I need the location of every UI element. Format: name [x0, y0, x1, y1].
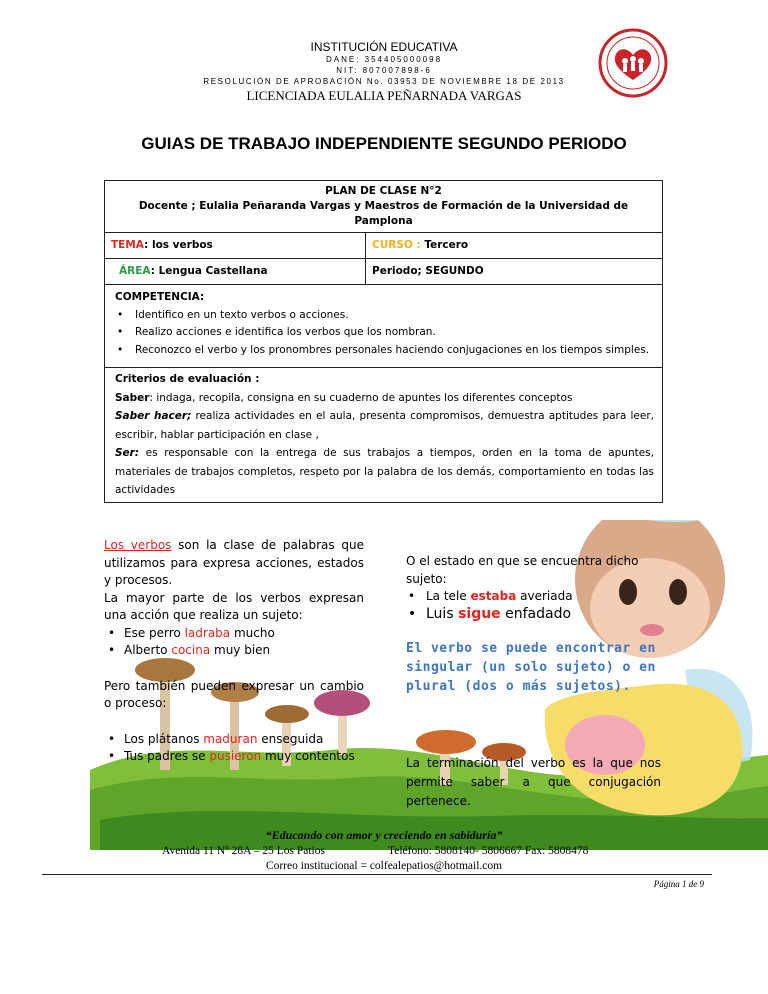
list-item [104, 731, 364, 749]
saber-hacer-line [115, 407, 654, 444]
verbos-intro [104, 537, 364, 590]
tema-value: : los verbos [144, 239, 213, 251]
curso-value: Tercero [420, 239, 469, 251]
footer-divider [42, 874, 712, 875]
ser-text: es responsable con la entrega de sus trabajos a tiempos, orden en la toma de apuntes, materiales de trabajos completos, respeto por la palabra de los demás, comportamiento en todas las actividades [115, 447, 654, 496]
example-text: muy contentos [261, 749, 355, 763]
footer-address: Avenida 11 Nº 28A – 25 Los Patios [162, 845, 325, 857]
example-text: Luis [426, 605, 459, 622]
tema-cell [105, 233, 366, 258]
area-label: ÁREA [119, 265, 151, 277]
tema-label: TEMA [111, 239, 145, 251]
example-verb: sigue [458, 605, 501, 622]
list-item [104, 625, 364, 643]
mayor-text: La mayor parte de los verbos expresan una acción que realiza un sujeto: [104, 590, 364, 622]
example-text: Ese perro [124, 625, 185, 640]
left-column [104, 537, 364, 766]
institution-name: INSTITUCIÓN EDUCATIVA [310, 40, 458, 54]
list-item [104, 748, 364, 766]
footer-email: Correo institucional = colfealepatios@hotmail.com [265, 860, 503, 872]
saber-line [115, 389, 654, 408]
footer-motto: “Educando con amor y creciendo en sabiduría” [265, 828, 503, 842]
saber-hacer-label: Saber hacer; [115, 410, 192, 422]
ser-line [115, 444, 654, 500]
ser-label: Ser: [115, 447, 140, 459]
cambio-text: Pero también pueden expresar un cambio o proceso: [104, 678, 364, 710]
saber-hacer-text: realiza actividades en el aula, presenta compromisos, demuestra aptitudes para leer, escribir, hablar participación en clase , [115, 410, 654, 441]
competencia-list [115, 307, 654, 360]
example-text: averiada [516, 589, 573, 603]
plan-docente: Docente ; Eulalia Peñaranda Vargas y Maestros de Formación de la Universidad de Pamplona [138, 200, 629, 227]
example-verb: ladraba [184, 625, 231, 640]
right-column [406, 553, 661, 696]
institution-dane: DANE: 354405000098 [325, 55, 443, 64]
saber-label: Saber [115, 391, 150, 404]
periodo-cell: Periodo; SEGUNDO [372, 265, 484, 277]
estado-text: O el estado en que se encuentra dicho sujeto: [406, 554, 639, 586]
example-verb: maduran [203, 731, 258, 746]
terminacion-text: La terminación del verbo es la que nos permite saber a que conjugación pertenece. [406, 756, 661, 808]
institution-resolution: RESOLUCIÓN DE APROBACIÓN No. 03953 DE NOVIEMBRE 18 DE 2013 [203, 77, 565, 86]
verbos-word: Los verbos [104, 538, 172, 552]
institution-nit: NIT: 807007898-6 [336, 66, 432, 75]
saber-text: : indaga, recopila, consigna en su cuaderno de apuntes los diferentes conceptos [149, 391, 573, 404]
criterios-section [105, 368, 662, 502]
area-periodo-row [105, 259, 662, 285]
example-text: Alberto [124, 643, 172, 657]
list-item: • Reconozco el verbo y los pronombres personales haciendo conjugaciones en los tiempos simples. [115, 342, 654, 360]
example-verb: cocina [171, 643, 211, 657]
list-item [406, 606, 661, 624]
competencia-section [105, 285, 662, 368]
competencia-label: COMPETENCIA: [115, 291, 205, 303]
verbos-intro-text: son la clase de palabras que utilizamos para expresa acciones, estados y procesos. [104, 538, 364, 587]
curso-cell [366, 233, 662, 258]
example-text: enseguida [257, 731, 324, 746]
criterios-label: Criterios de evaluación : [115, 373, 260, 385]
example-text: La tele [426, 589, 471, 603]
singular-plural-text: El verbo se puede encontrar en singular (un solo sujeto) o en plural (dos o más sujetos). [406, 641, 656, 694]
list-item: • Identifico en un texto verbos o acciones. [115, 307, 654, 325]
page-number: Página 1 de 9 [653, 879, 704, 889]
example-text: enfadado [500, 605, 572, 622]
example-text: Los plátanos [124, 731, 204, 746]
tema-curso-row [105, 233, 662, 259]
area-value: : Lengua Castellana [150, 265, 268, 277]
example-verb: estaba [470, 589, 517, 603]
footer-phones: Teléfono: 5808140- 5806667 Fax: 5808478 [388, 845, 589, 857]
example-verb: pusieron [209, 749, 262, 763]
list-item [104, 642, 364, 660]
example-text: Tus padres se [124, 749, 210, 763]
page-title: GUIAS DE TRABAJO INDEPENDIENTE SEGUNDO PERIODO [141, 134, 627, 153]
plan-heading: PLAN DE CLASE N°2 [325, 185, 442, 197]
curso-label: CURSO : [372, 239, 421, 251]
example-text: mucho [230, 625, 275, 640]
plan-header [105, 181, 662, 233]
school-logo-icon [598, 28, 668, 98]
list-item: • Realizo acciones e identifica los verbos que los nombran. [115, 324, 654, 342]
area-cell [105, 259, 366, 284]
institution-license: LICENCIADA EULALIA PEÑARNADA VARGAS [246, 88, 522, 103]
example-text: muy bien [210, 643, 271, 657]
plan-table [104, 180, 663, 503]
list-item [406, 588, 661, 606]
